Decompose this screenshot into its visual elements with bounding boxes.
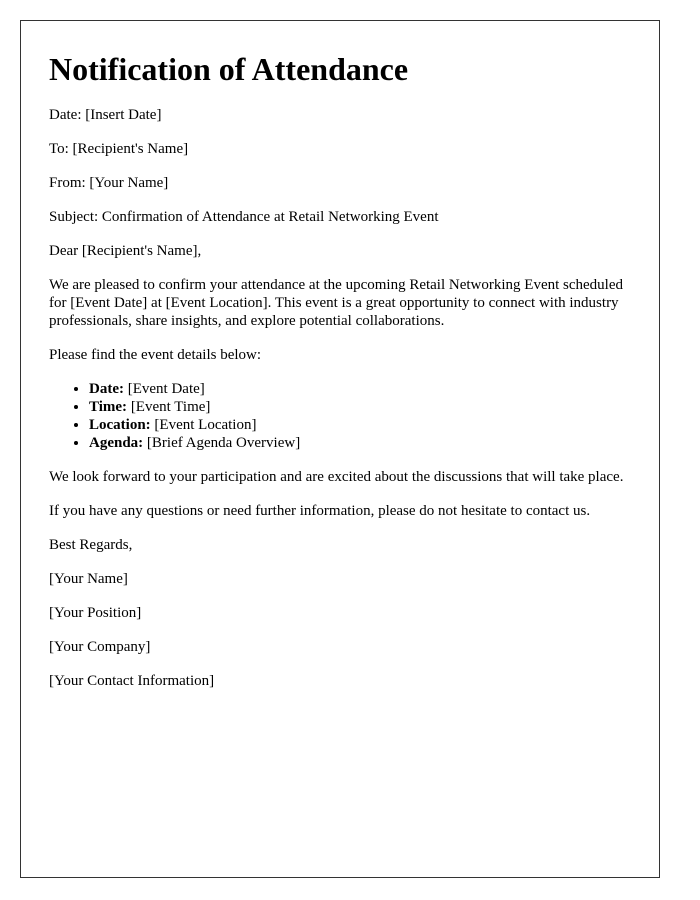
- intro-paragraph: We are pleased to confirm your attendance at the upcoming Retail Networking Event scheduled for [Event Date] at [Event Location]. This event is a great opportunity to connect with industry professionals, share insights, and explore potential collaborations.: [49, 277, 624, 329]
- from-line: From: [Your Name]: [49, 175, 169, 191]
- salutation: Dear [Recipient's Name],: [49, 243, 202, 259]
- detail-item-time: [89, 398, 631, 416]
- letter-document: [20, 20, 660, 878]
- contact-paragraph: If you have any questions or need further information, please do not hesitate to contact us.: [49, 503, 591, 519]
- detail-label: Location:: [89, 417, 151, 433]
- signature-company: [Your Company]: [49, 639, 151, 655]
- signature-name: [Your Name]: [49, 571, 128, 587]
- signature-position: [Your Position]: [49, 605, 142, 621]
- detail-value: [Event Location]: [150, 417, 257, 433]
- detail-value: [Brief Agenda Overview]: [143, 435, 301, 451]
- subject-line: Subject: Confirmation of Attendance at Retail Networking Event: [49, 209, 439, 225]
- detail-item-date: [89, 380, 631, 398]
- detail-value: [Event Time]: [127, 399, 211, 415]
- detail-label: Date:: [89, 381, 124, 397]
- detail-label: Time:: [89, 399, 128, 415]
- signature-contact: [Your Contact Information]: [49, 673, 215, 689]
- detail-item-agenda: [89, 434, 631, 452]
- participation-paragraph: We look forward to your participation and are excited about the discussions that will take place.: [49, 469, 624, 485]
- closing: Best Regards,: [49, 537, 133, 553]
- details-intro: Please find the event details below:: [49, 347, 262, 363]
- detail-value: [Event Date]: [123, 381, 205, 397]
- date-line: Date: [Insert Date]: [49, 107, 162, 123]
- detail-label: Agenda:: [89, 435, 144, 451]
- event-details-list: [49, 380, 631, 452]
- detail-item-location: [89, 416, 631, 434]
- to-line: To: [Recipient's Name]: [49, 141, 189, 157]
- letter-title: Notification of Attendance: [49, 51, 409, 87]
